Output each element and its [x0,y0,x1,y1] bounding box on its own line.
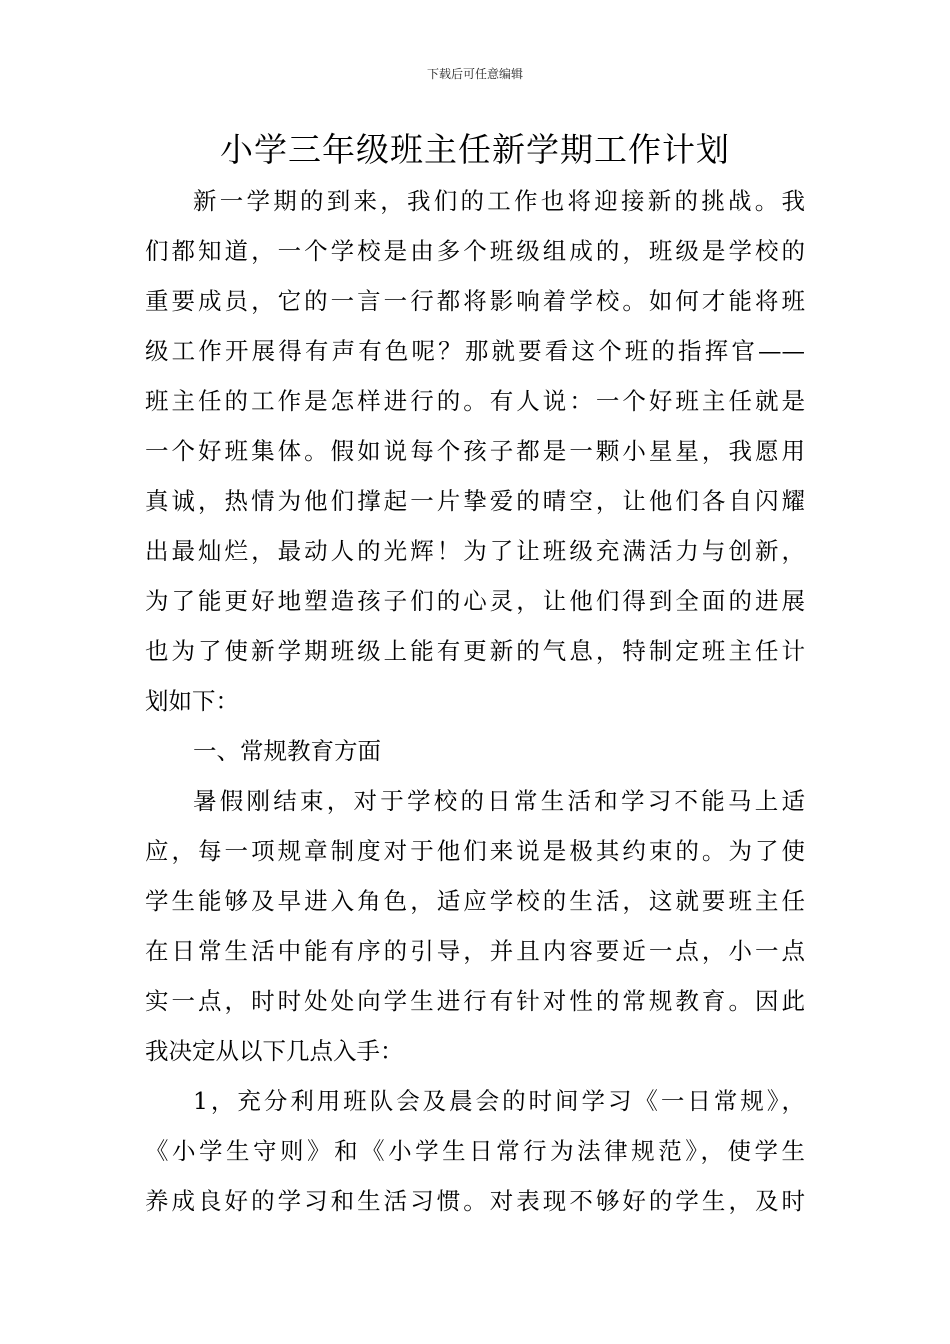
paragraph-line: 一个好班集体。假如说每个孩子都是一颗小星星，我愿用 [145,437,805,465]
paragraph-line: 应，每一项规章制度对于他们来说是极其约束的。为了使 [145,837,805,865]
section-heading: 一、常规教育方面 [193,737,381,765]
paragraph-line: 也为了使新学期班级上能有更新的气息，特制定班主任计 [145,637,805,665]
paragraph-line: 为了能更好地塑造孩子们的心灵，让他们得到全面的进展 [145,587,805,615]
paragraph-line: 们都知道，一个学校是由多个班级组成的，班级是学校的 [145,237,805,265]
paragraph-line: 在日常生活中能有序的引导，并且内容要近一点，小一点 [145,937,805,965]
document-body [145,176,805,1226]
paragraph-line: 真诚，热情为他们撑起一片挚爱的晴空，让他们各自闪耀 [145,487,805,515]
paragraph-line: 我决定从以下几点入手： [145,1037,404,1065]
document-title: 小学三年级班主任新学期工作计划 [220,130,730,169]
list-item-line: 1，充分利用班队会及晨会的时间学习《一日常规》， [193,1087,805,1115]
paragraph-line: 学生能够及早进入角色，适应学校的生活，这就要班主任 [145,887,805,915]
paragraph-line: 暑假刚结束，对于学校的日常生活和学习不能马上适 [193,787,805,815]
header-note: 下载后可任意编辑 [426,67,523,81]
paragraph-line: 划如下： [145,687,239,715]
paragraph-line: 新一学期的到来，我们的工作也将迎接新的挑战。我 [193,187,805,215]
paragraph-line: 班主任的工作是怎样进行的。有人说：一个好班主任就是 [145,387,805,415]
paragraph-line: 出最灿烂，最动人的光辉！为了让班级充满活力与创新， [145,537,805,565]
paragraph-line: 级工作开展得有声有色呢？那就要看这个班的指挥官—— [145,337,805,365]
list-item-line: 养成良好的学习和生活习惯。对表现不够好的学生，及时 [145,1187,805,1215]
list-item-line: 《小学生守则》和《小学生日常行为法律规范》，使学生 [145,1137,805,1165]
paragraph-line: 重要成员，它的一言一行都将影响着学校。如何才能将班 [145,287,805,315]
paragraph-line: 实一点，时时处处向学生进行有针对性的常规教育。因此 [145,987,805,1015]
